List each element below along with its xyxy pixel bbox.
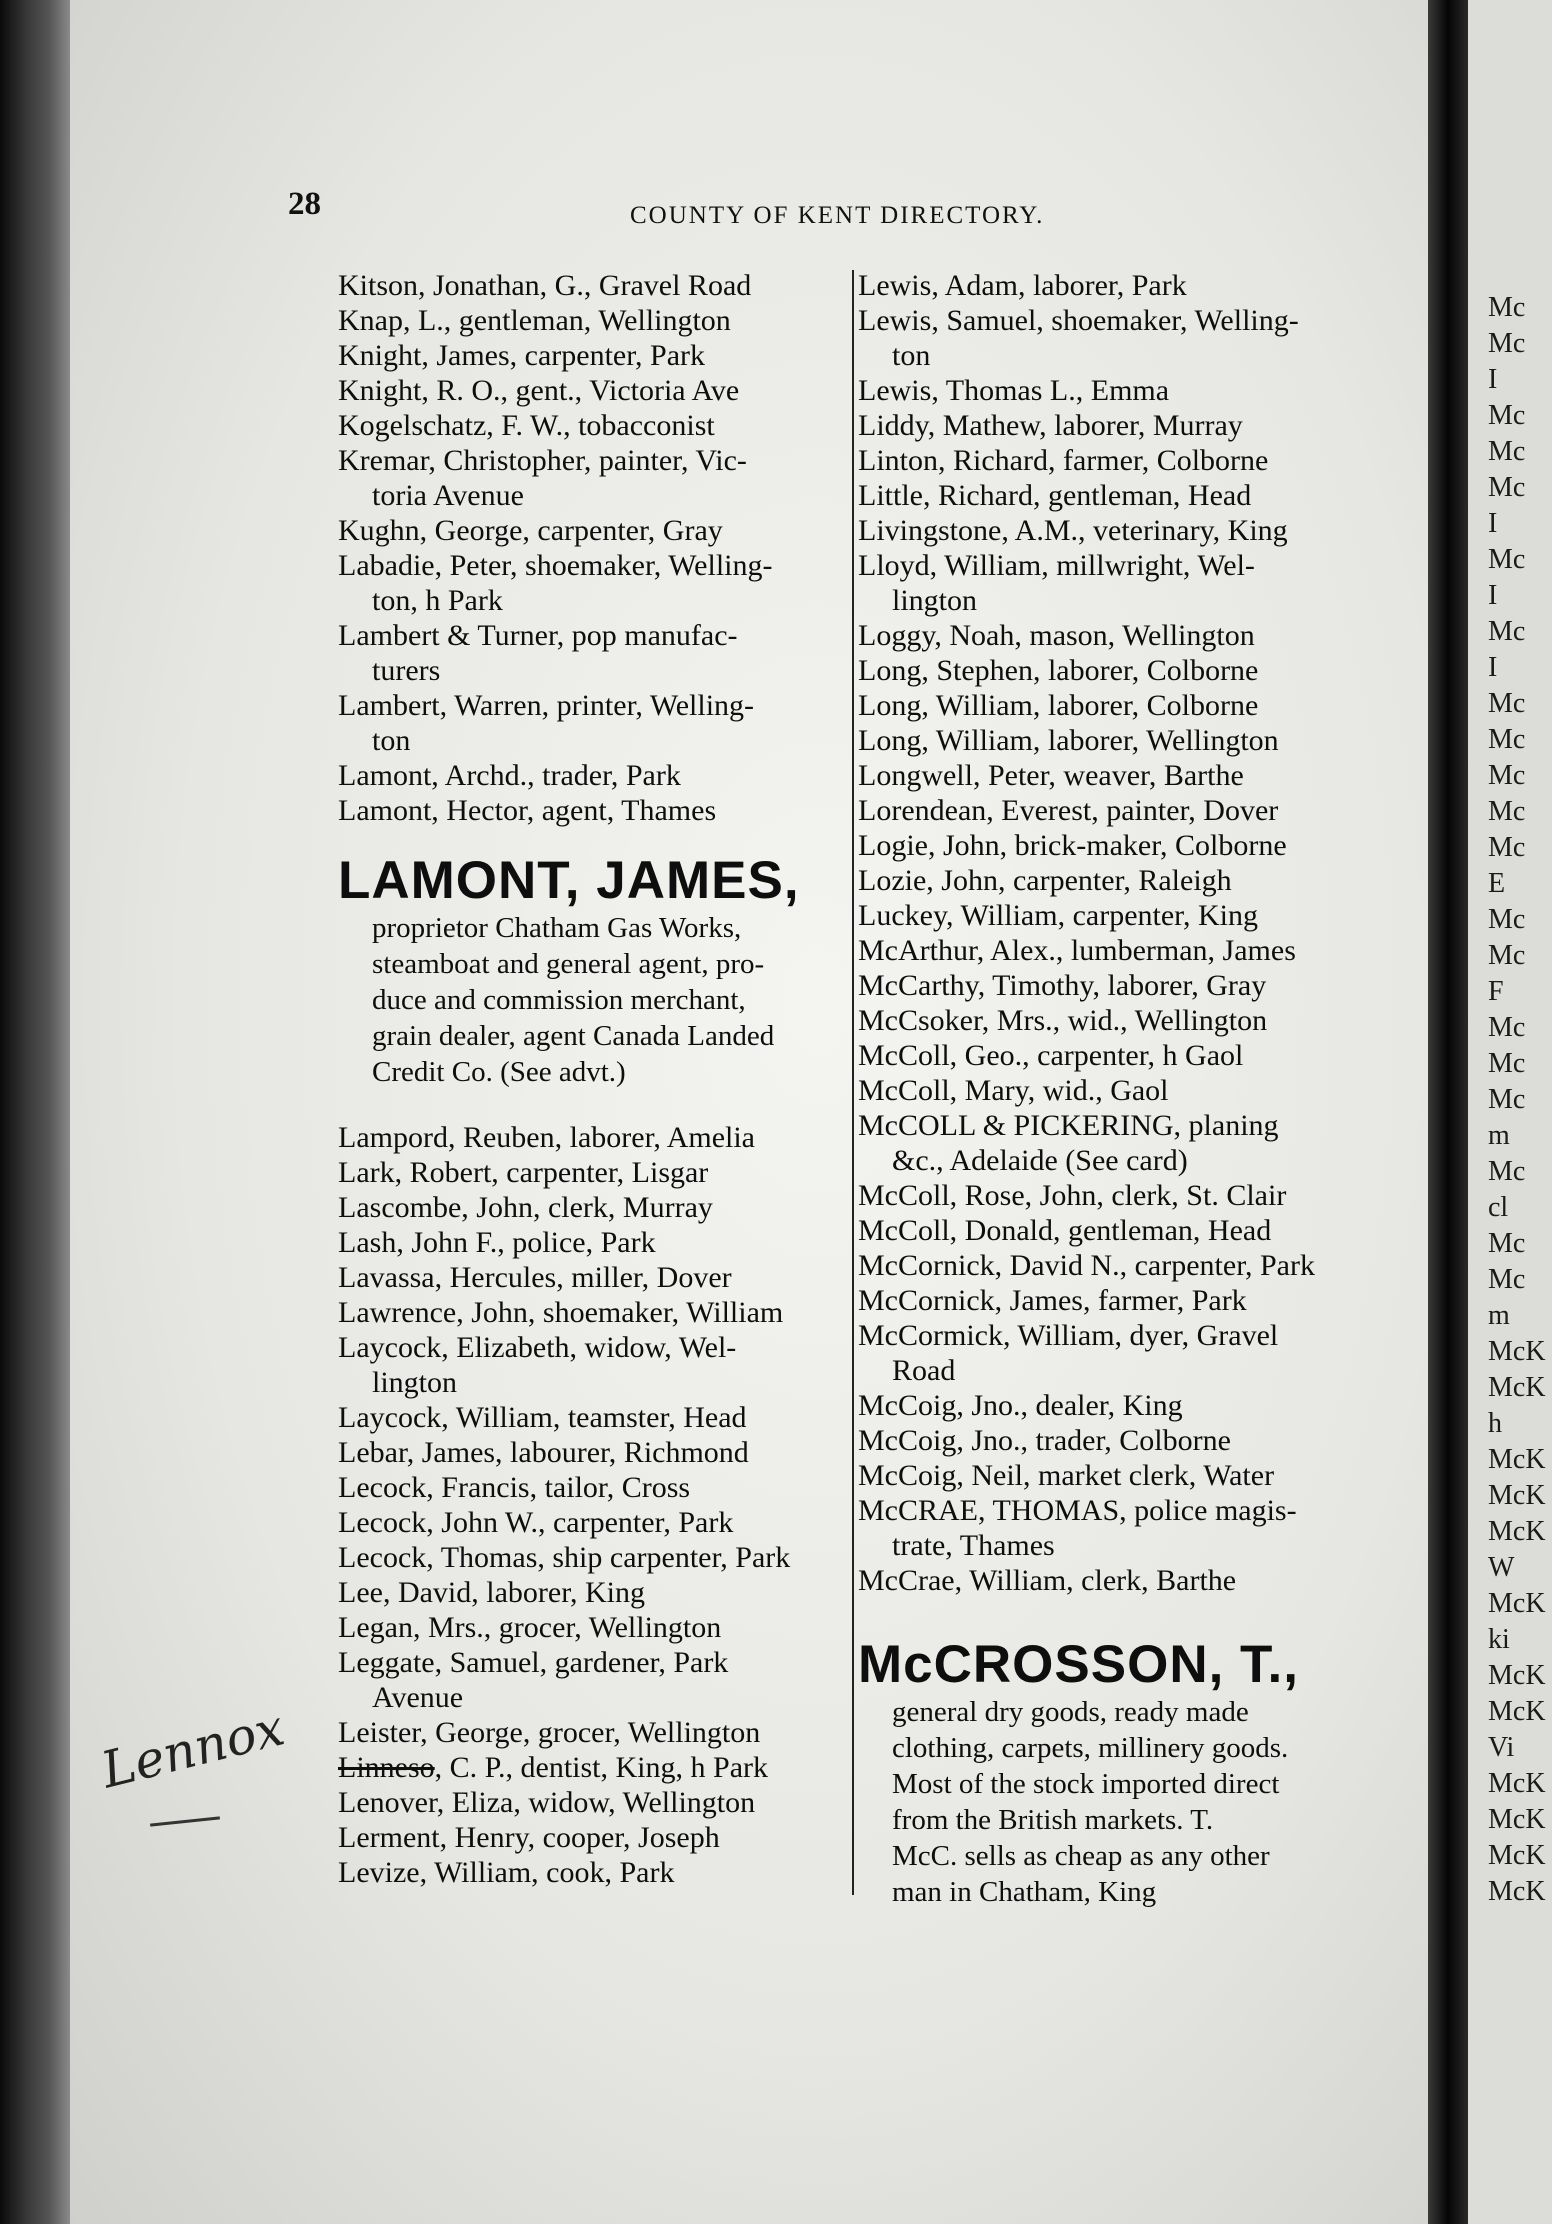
adjacent-fragment: McK [1488, 1480, 1546, 1511]
directory-entry [858, 513, 1388, 548]
entry-line: McCRAE, THOMAS, police magis- [858, 1494, 1297, 1527]
adjacent-fragment: I [1488, 508, 1498, 539]
directory-entry [338, 1155, 848, 1190]
entry-continuation: &c., Adelaide (See card) [892, 1144, 1188, 1177]
directory-entry [338, 1295, 848, 1330]
right-entries [858, 268, 1388, 1598]
display-line: Credit Co. (See advt.) [372, 1056, 626, 1088]
directory-entry [338, 1470, 848, 1505]
entry-line: Knap, L., gentleman, Wellington [338, 304, 731, 337]
directory-entry [858, 548, 1388, 618]
adjacent-fragment: Mc [1488, 292, 1526, 323]
entry-line: Lebar, James, labourer, Richmond [338, 1436, 749, 1469]
entry-line: Lecock, Thomas, ship carpenter, Park [338, 1541, 791, 1574]
entry-continuation: Avenue [372, 1681, 464, 1714]
directory-entry [338, 1715, 848, 1750]
entry-line: McColl, Rose, John, clerk, St. Clair [858, 1179, 1287, 1212]
directory-entry [338, 1820, 848, 1855]
entry-line: Lecock, John W., carpenter, Park [338, 1506, 734, 1539]
entry-line: Lloyd, William, millwright, Wel- [858, 549, 1255, 582]
entry-line: McCoig, Jno., dealer, King [858, 1389, 1183, 1422]
directory-entry [858, 1108, 1388, 1178]
entry-line: Lamont, Archd., trader, Park [338, 759, 681, 792]
adjacent-fragment: Mc [1488, 796, 1526, 827]
directory-entry [338, 1260, 848, 1295]
entry-line: Logie, John, brick-maker, Colborne [858, 829, 1287, 862]
directory-entry [858, 373, 1388, 408]
handwritten-margin-note: Lennox [95, 1698, 290, 1800]
display-line: proprietor Chatham Gas Works, [372, 912, 742, 944]
directory-entry [858, 443, 1388, 478]
display-description [338, 910, 848, 1090]
left-entries-top [338, 268, 848, 828]
left-column [338, 268, 848, 1890]
entry-line: Lewis, Adam, laborer, Park [858, 269, 1187, 302]
entry-line: Lambert, Warren, printer, Welling- [338, 689, 755, 722]
directory-entry [858, 478, 1388, 513]
adjacent-fragment: Mc [1488, 436, 1526, 467]
directory-entry [858, 1213, 1388, 1248]
directory-entry [338, 1120, 848, 1155]
adjacent-fragment: McK [1488, 1372, 1546, 1403]
display-name: LAMONT, JAMES, [338, 851, 800, 910]
entry-line: Longwell, Peter, weaver, Barthe [858, 759, 1244, 792]
entry-line: McColl, Mary, wid., Gaol [858, 1074, 1169, 1107]
display-line: clothing, carpets, millinery goods. [892, 1732, 1289, 1764]
directory-entry [858, 1423, 1388, 1458]
adjacent-fragment: h [1488, 1408, 1502, 1439]
adjacent-fragment: E [1488, 868, 1506, 899]
left-entries-bottom [338, 1120, 848, 1890]
adjacent-fragment: McK [1488, 1516, 1546, 1547]
display-line: duce and commission merchant, [372, 984, 746, 1016]
entry-line: McCrae, William, clerk, Barthe [858, 1564, 1237, 1597]
entry-line: McArthur, Alex., lumberman, James [858, 934, 1296, 967]
directory-entry [858, 653, 1388, 688]
entry-continuation: toria Avenue [372, 479, 524, 512]
entry-line: McCsoker, Mrs., wid., Wellington [858, 1004, 1268, 1037]
directory-entry [858, 968, 1388, 1003]
entry-line: Lash, John F., police, Park [338, 1226, 656, 1259]
directory-entry [858, 793, 1388, 828]
directory-entry [338, 338, 848, 373]
entry-line: Linneso, C. P., dentist, King, h Park [338, 1751, 769, 1784]
entry-line: Luckey, William, carpenter, King [858, 899, 1258, 932]
mccrosson-display-entry [858, 1636, 1388, 1910]
page-number: 28 [288, 186, 321, 222]
entry-line: Livingstone, A.M., veterinary, King [858, 514, 1288, 547]
entry-line: McCoig, Neil, market clerk, Water [858, 1459, 1275, 1492]
adjacent-fragment: McK [1488, 1588, 1546, 1619]
directory-entry [338, 1855, 848, 1890]
entry-line: McCarthy, Timothy, laborer, Gray [858, 969, 1267, 1002]
adjacent-fragment: Mc [1488, 1228, 1526, 1259]
directory-entry [338, 618, 848, 688]
display-name: McCROSSON, T., [858, 1635, 1300, 1694]
entry-line: Liddy, Mathew, laborer, Murray [858, 409, 1243, 442]
directory-entry [338, 1785, 848, 1820]
entry-line: McCOLL & PICKERING, planing [858, 1109, 1279, 1142]
adjacent-fragment: McK [1488, 1768, 1546, 1799]
entry-line: Loggy, Noah, mason, Wellington [858, 619, 1255, 652]
entry-line: Kitson, Jonathan, G., Gravel Road [338, 269, 752, 302]
entry-line: Lascombe, John, clerk, Murray [338, 1191, 713, 1224]
adjacent-fragment: Mc [1488, 544, 1526, 575]
adjacent-fragment: Mc [1488, 1048, 1526, 1079]
adjacent-fragment: McK [1488, 1804, 1546, 1835]
entry-line: Lark, Robert, carpenter, Lisgar [338, 1156, 709, 1189]
display-line: from the British markets. T. [892, 1804, 1214, 1836]
entry-line: Levize, William, cook, Park [338, 1856, 675, 1889]
directory-entry [338, 1400, 848, 1435]
directory-entry [338, 758, 848, 793]
entry-line: Lorendean, Everest, painter, Dover [858, 794, 1279, 827]
entry-line: Lambert & Turner, pop manufac- [338, 619, 738, 652]
display-line: man in Chatham, King [892, 1876, 1157, 1908]
right-column [858, 268, 1388, 1940]
directory-entry [338, 513, 848, 548]
directory-entry [858, 1248, 1388, 1283]
directory-entry [858, 1073, 1388, 1108]
entry-line: Lawrence, John, shoemaker, William [338, 1296, 784, 1329]
adjacent-fragment: Mc [1488, 472, 1526, 503]
display-line: grain dealer, agent Canada Landed [372, 1020, 775, 1052]
directory-entry [858, 1388, 1388, 1423]
entry-continuation: ton [372, 724, 411, 757]
entry-line: Lewis, Samuel, shoemaker, Welling- [858, 304, 1299, 337]
entry-continuation: lington [892, 584, 978, 617]
display-line: McC. sells as cheap as any other [892, 1840, 1270, 1872]
adjacent-fragment: Mc [1488, 1264, 1526, 1295]
adjacent-fragment: Mc [1488, 1012, 1526, 1043]
entry-line: Laycock, William, teamster, Head [338, 1401, 747, 1434]
directory-entry [338, 443, 848, 513]
struck-surname: Linneso [338, 1751, 435, 1784]
directory-entry [338, 1505, 848, 1540]
directory-entry [338, 688, 848, 758]
adjacent-fragment: Mc [1488, 328, 1526, 359]
adjacent-page-edge [1468, 0, 1552, 2224]
entry-line: Long, William, laborer, Wellington [858, 724, 1279, 757]
adjacent-fragment: W [1488, 1552, 1515, 1583]
directory-entry [858, 898, 1388, 933]
entry-line: Kughn, George, carpenter, Gray [338, 514, 723, 547]
adjacent-fragment: Mc [1488, 688, 1526, 719]
directory-entry [338, 793, 848, 828]
display-line: steamboat and general agent, pro- [372, 948, 765, 980]
adjacent-page-fragments [1488, 290, 1546, 1910]
adjacent-fragment: Mc [1488, 832, 1526, 863]
book-spine [0, 0, 70, 2224]
adjacent-fragment: Mc [1488, 724, 1526, 755]
adjacent-fragment: m [1488, 1120, 1510, 1151]
directory-entry [338, 268, 848, 303]
entry-line: Knight, R. O., gent., Victoria Ave [338, 374, 740, 407]
directory-entry [858, 688, 1388, 723]
directory-entry [338, 373, 848, 408]
entry-line: Laycock, Elizabeth, widow, Wel- [338, 1331, 737, 1364]
adjacent-fragment: Mc [1488, 904, 1526, 935]
entry-line: Leggate, Samuel, gardener, Park [338, 1646, 729, 1679]
directory-entry [858, 933, 1388, 968]
directory-entry [858, 723, 1388, 758]
directory-entry [338, 1435, 848, 1470]
directory-entry [858, 1563, 1388, 1598]
directory-entry [858, 1493, 1388, 1563]
directory-entry [858, 863, 1388, 898]
adjacent-fragment: McK [1488, 1660, 1546, 1691]
adjacent-fragment: Mc [1488, 940, 1526, 971]
entry-continuation: Road [892, 1354, 956, 1387]
adjacent-fragment: I [1488, 364, 1498, 395]
directory-entry [338, 1750, 848, 1785]
directory-entry [338, 1225, 848, 1260]
entry-line: Lavassa, Hercules, miller, Dover [338, 1261, 732, 1294]
adjacent-fragment: Vi [1488, 1732, 1515, 1763]
adjacent-fragment: Mc [1488, 400, 1526, 431]
entry-line: Lampord, Reuben, laborer, Amelia [338, 1121, 755, 1154]
directory-entry [858, 268, 1388, 303]
entry-line: Lecock, Francis, tailor, Cross [338, 1471, 691, 1504]
lamont-display-entry [338, 852, 848, 1090]
adjacent-fragment: Mc [1488, 616, 1526, 647]
adjacent-fragment: ki [1488, 1624, 1510, 1655]
adjacent-fragment: McK [1488, 1336, 1546, 1367]
display-line: general dry goods, ready made [892, 1696, 1249, 1728]
directory-entry [338, 1610, 848, 1645]
directory-entry [338, 1575, 848, 1610]
entry-continuation: turers [372, 654, 441, 687]
entry-line: Legan, Mrs., grocer, Wellington [338, 1611, 722, 1644]
book-gutter [1428, 0, 1468, 2224]
adjacent-fragment: F [1488, 976, 1504, 1007]
directory-entry [858, 408, 1388, 443]
entry-line: McCornick, James, farmer, Park [858, 1284, 1247, 1317]
entry-line: Leister, George, grocer, Wellington [338, 1716, 761, 1749]
entry-line: McCornick, David N., carpenter, Park [858, 1249, 1315, 1282]
directory-entry [858, 1458, 1388, 1493]
column-divider [852, 270, 854, 1895]
entry-continuation: ton [892, 339, 931, 372]
directory-entry [858, 1038, 1388, 1073]
entry-line: Kogelschatz, F. W., tobacconist [338, 409, 715, 442]
adjacent-fragment: McK [1488, 1840, 1546, 1871]
directory-entry [858, 1003, 1388, 1038]
adjacent-fragment: McK [1488, 1444, 1546, 1475]
display-line: Most of the stock imported direct [892, 1768, 1280, 1800]
entry-line: Lenover, Eliza, widow, Wellington [338, 1786, 756, 1819]
directory-entry [858, 618, 1388, 653]
entry-continuation: lington [372, 1366, 458, 1399]
directory-entry [338, 1540, 848, 1575]
adjacent-fragment: McK [1488, 1876, 1546, 1907]
entry-line: McCormick, William, dyer, Gravel [858, 1319, 1279, 1352]
entry-line: Little, Richard, gentleman, Head [858, 479, 1252, 512]
entry-line: Lewis, Thomas L., Emma [858, 374, 1170, 407]
directory-entry [858, 828, 1388, 863]
entry-line: Lamont, Hector, agent, Thames [338, 794, 717, 827]
entry-line: McColl, Donald, gentleman, Head [858, 1214, 1272, 1247]
entry-continuation: ton, h Park [372, 584, 503, 617]
entry-line: Lozie, John, carpenter, Raleigh [858, 864, 1232, 897]
directory-entry [858, 1178, 1388, 1213]
adjacent-fragment: I [1488, 580, 1498, 611]
adjacent-fragment: m [1488, 1300, 1510, 1331]
directory-entry [338, 548, 848, 618]
entry-line: McColl, Geo., carpenter, h Gaol [858, 1039, 1244, 1072]
entry-line: Kremar, Christopher, painter, Vic- [338, 444, 747, 477]
entry-line: Long, Stephen, laborer, Colborne [858, 654, 1259, 687]
entry-line: Linton, Richard, farmer, Colborne [858, 444, 1269, 477]
adjacent-fragment: Mc [1488, 1084, 1526, 1115]
entry-line: Labadie, Peter, shoemaker, Welling- [338, 549, 773, 582]
directory-entry [858, 303, 1388, 373]
directory-entry [338, 408, 848, 443]
entry-continuation: trate, Thames [892, 1529, 1055, 1562]
display-description [858, 1694, 1388, 1910]
entry-line: McCoig, Jno., trader, Colborne [858, 1424, 1231, 1457]
adjacent-fragment: Mc [1488, 760, 1526, 791]
directory-entry [858, 1283, 1388, 1318]
entry-line: Lee, David, laborer, King [338, 1576, 646, 1609]
directory-entry [858, 1318, 1388, 1388]
entry-line: Lerment, Henry, cooper, Joseph [338, 1821, 720, 1854]
directory-entry [338, 1645, 848, 1715]
adjacent-fragment: I [1488, 652, 1498, 683]
entry-line: Knight, James, carpenter, Park [338, 339, 706, 372]
entry-line: Long, William, laborer, Colborne [858, 689, 1259, 722]
directory-entry [338, 1330, 848, 1400]
running-head: COUNTY OF KENT DIRECTORY. [630, 202, 1045, 229]
directory-entry [338, 303, 848, 338]
directory-entry [338, 1190, 848, 1225]
adjacent-fragment: McK [1488, 1696, 1546, 1727]
adjacent-fragment: Mc [1488, 1156, 1526, 1187]
adjacent-fragment: cl [1488, 1192, 1509, 1223]
directory-entry [858, 758, 1388, 793]
